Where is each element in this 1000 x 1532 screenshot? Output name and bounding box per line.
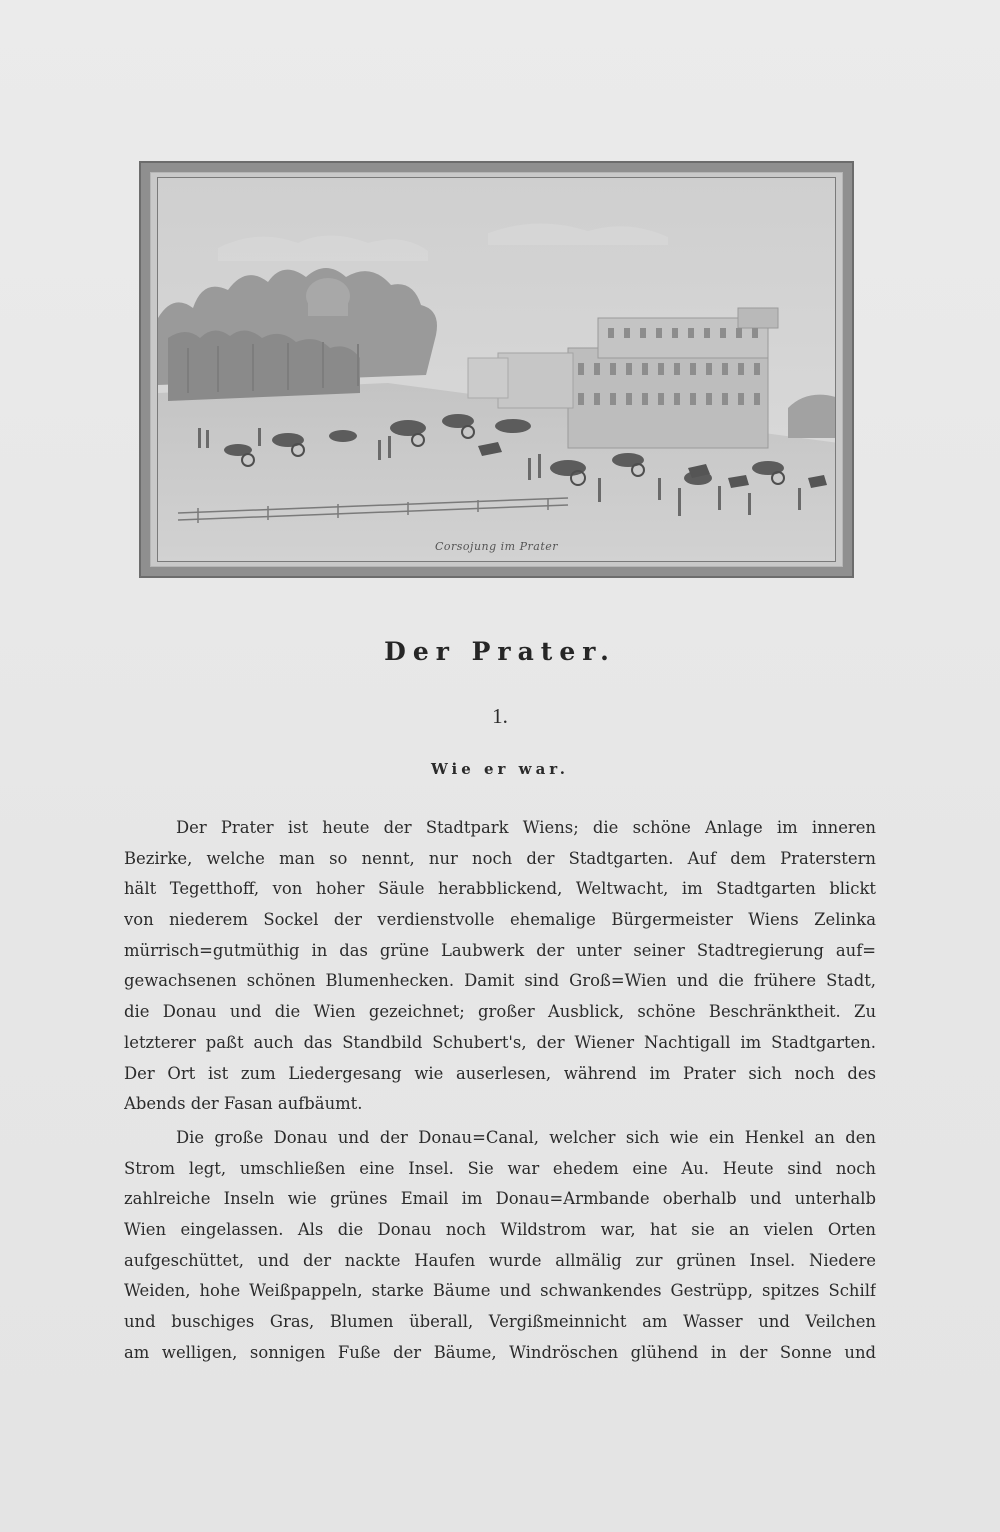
paragraph-2 — [124, 1123, 876, 1369]
text-line: gewachsenen schönen Blumenhecken. Damit sind Groß=Wien und die frühere Stadt, — [124, 971, 876, 991]
prater-scene-engraving — [158, 178, 836, 562]
text-line: die Donau und die Wien gezeichnet; großer Ausblick, schöne Beschränktheit. Zu — [124, 1002, 876, 1022]
text-line: Weiden, hohe Weißpappeln, starke Bäume und schwankendes Gestrüpp, spitzes Schilf — [124, 1281, 876, 1301]
text-line: Bezirke, welche man so nennt, nur noch der Stadtgarten. Auf dem Praterstern — [124, 848, 876, 868]
text-line: Der Ort ist zum Liedergesang wie auserlesen, während im Prater sich noch des — [124, 1063, 876, 1083]
illustration-frame — [139, 161, 854, 578]
text-line: Strom legt, umschließen eine Insel. Sie war ehedem eine Au. Heute sind noch — [124, 1158, 876, 1178]
section-number: 1. — [492, 704, 508, 728]
text-line: Abends der Fasan aufbäumt. — [124, 1094, 363, 1114]
chapter-title: Der Prater. — [384, 637, 616, 666]
text-line: letzterer paßt auch das Standbild Schubert's, der Wiener Nachtigall im Stadtgarten. — [124, 1032, 876, 1052]
text-line: aufgeschüttet, und der nackte Haufen wurde allmälig zur grünen Insel. Niedere — [124, 1250, 876, 1270]
text-line: und buschiges Gras, Blumen überall, Vergißmeinnicht am Wasser und Veilchen — [124, 1312, 876, 1331]
section-subtitle: Wie er war. — [430, 760, 570, 778]
text-line: von niederem Sockel der verdienstvolle ehemalige Bürgermeister Wiens Zelinka — [124, 910, 876, 930]
text-line: mürrisch=gutmüthig in das grüne Laubwerk der unter seiner Stadtregierung auf= — [124, 940, 876, 960]
paragraph-1 — [124, 813, 876, 1120]
text-line: Der Prater ist heute der Stadtpark Wiens; die schöne Anlage im inneren — [176, 818, 876, 837]
text-line: Die große Donau und der Donau=Canal, welcher sich wie ein Henkel an den — [176, 1127, 876, 1147]
text-line: hält Tegetthoff, von hoher Säule herabblickend, Weltwacht, im Stadtgarten blickt — [124, 879, 876, 899]
illustration-image — [157, 177, 836, 562]
body-text — [124, 813, 876, 1368]
illustration-caption: Corsojung im Prater — [434, 540, 559, 553]
text-line: Wien eingelassen. Als die Donau noch Wildstrom war, hat sie an vielen Orten — [124, 1219, 876, 1239]
text-line: am welligen, sonnigen Fuße der Bäume, Windröschen glühend in der Sonne und — [124, 1342, 876, 1362]
text-line: zahlreiche Inseln wie grünes Email im Donau=Armbande oberhalb und unterhalb — [124, 1189, 876, 1209]
